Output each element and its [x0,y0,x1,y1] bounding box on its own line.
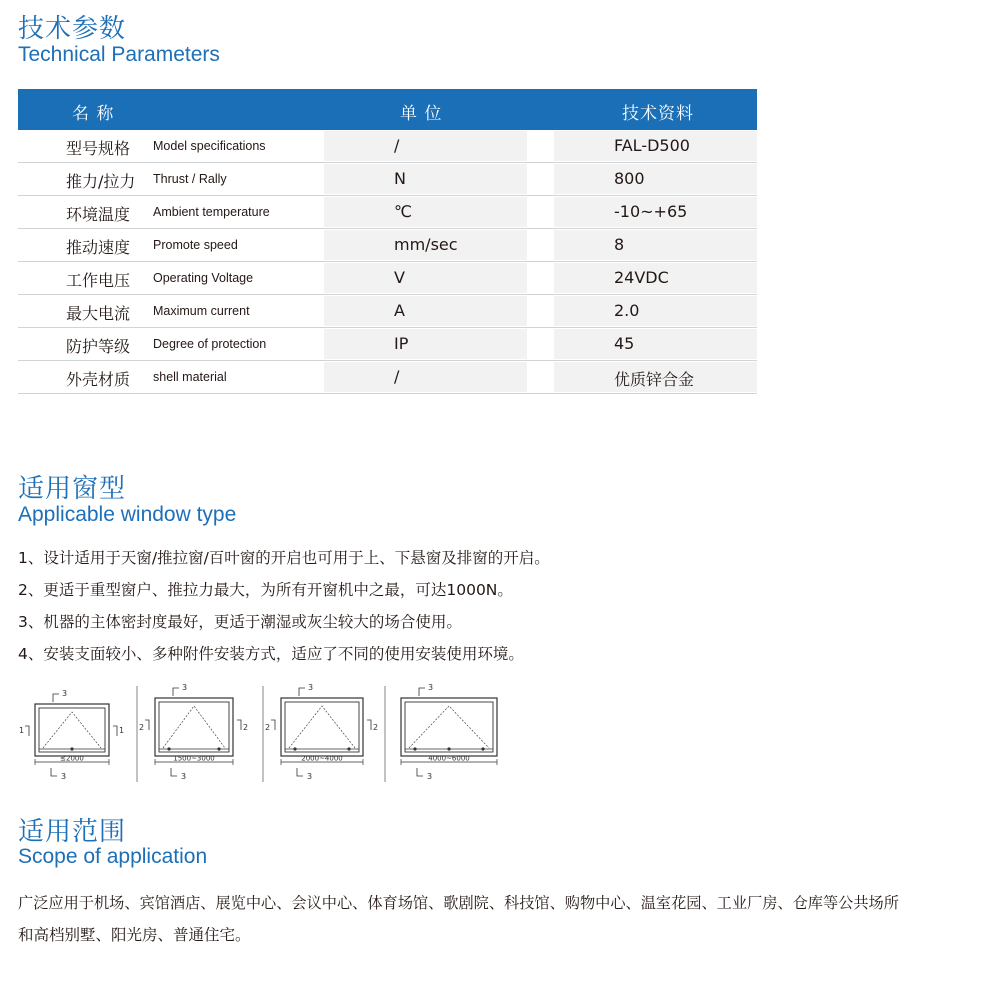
diagram-bottom-label: 3 [181,772,187,781]
param-unit: ℃ [394,202,412,221]
window-feature-list [18,542,550,670]
list-item: 4、安装支面较小、多种附件安装方式，适应了不同的使用安装使用环境。 [18,645,524,663]
scope-line-1: 广泛应用于机场、宾馆酒店、展览中心、会议中心、体育场馆、歌剧院、科技馆、购物中心、温室花园、工业厂房、仓库等公共场所 [18,894,899,912]
param-unit: / [394,136,400,155]
param-name-cn: 型号规格 [66,139,131,158]
window-title-en: Applicable window type [18,503,237,526]
table-row [18,361,757,394]
table-row [18,262,757,295]
diagram-top-label: 3 [62,689,68,698]
param-name-cn: 推动速度 [66,238,131,257]
diagram-side-label: 2 [139,723,145,732]
diagram-bottom-label: 3 [307,772,313,781]
param-name-en: Degree of protection [153,337,267,351]
table-header [18,89,757,130]
table-row [18,163,757,196]
diagram-bottom-label: 3 [61,772,67,781]
param-name-cn: 外壳材质 [66,370,131,389]
diagram-side-label: 2 [265,723,271,732]
window-diagram [19,689,124,781]
list-item: 1、设计适用于天窗/推拉窗/百叶窗的开启也可用于上、下悬窗及排窗的开启。 [18,549,550,567]
list-item: 3、机器的主体密封度最好，更适于潮湿或灰尘较大的场合使用。 [18,613,462,631]
table-row [18,295,757,328]
window-diagrams [15,682,515,792]
param-name-cn: 最大电流 [66,304,131,323]
diagram-top-label: 3 [182,683,188,692]
header-data: 技术资料 [622,104,694,124]
param-name-cn: 工作电压 [66,271,131,290]
param-unit: V [394,268,405,287]
diagram-side-label: 1 [19,726,25,735]
param-name-cn: 防护等级 [66,337,131,356]
window-diagram [263,683,378,782]
param-name-en: Model specifications [153,139,266,153]
param-value: 24VDC [614,268,669,287]
param-unit: mm/sec [394,235,458,254]
param-value: 优质锌合金 [614,370,695,389]
param-unit: N [394,169,406,188]
window-title-cn: 适用窗型 [18,474,127,504]
window-diagram [385,683,497,782]
param-value: 800 [614,169,645,188]
param-name-en: shell material [153,370,227,384]
diagram-top-label: 3 [428,683,434,692]
window-diagram-svg [15,682,515,792]
table-row [18,130,757,163]
param-name-en: Ambient temperature [153,205,270,219]
diagram-range-label: 4000~6000 [428,754,470,763]
header-unit: 单 位 [400,104,443,124]
diagram-range-label: ≤2000 [60,754,84,763]
diagram-side-label: 1 [119,726,125,735]
param-value: -10~+65 [614,202,688,221]
scope-text [18,887,993,951]
table-row [18,196,757,229]
param-unit: / [394,367,400,386]
diagram-side-label: 2 [373,723,379,732]
param-value: FAL-D500 [614,136,690,155]
parameters-table [18,89,757,394]
param-unit: A [394,301,405,320]
tech-title-cn: 技术参数 [18,14,127,44]
diagram-bottom-label: 3 [427,772,433,781]
table-row [18,229,757,262]
scope-title-cn: 适用范围 [18,817,127,847]
param-name-en: Thrust / Rally [153,172,227,186]
param-name-en: Operating Voltage [153,271,254,285]
diagram-range-label: 1500~3000 [173,754,215,763]
param-name-cn: 推力/拉力 [66,172,136,191]
window-diagram [137,683,248,782]
param-name-en: Maximum current [153,304,250,318]
table-row [18,328,757,361]
param-value: 45 [614,334,635,353]
diagram-range-label: 2000~4000 [301,754,343,763]
param-value: 2.0 [614,301,640,320]
list-item: 2、更适于重型窗户、推拉力最大，为所有开窗机中之最，可达1000N。 [18,581,513,599]
scope-title-en: Scope of application [18,845,208,868]
header-name: 名 称 [72,104,115,124]
param-name-en: Promote speed [153,238,238,252]
diagram-side-label: 2 [243,723,249,732]
diagram-top-label: 3 [308,683,314,692]
param-value: 8 [614,235,625,254]
param-name-cn: 环境温度 [66,205,131,224]
tech-title-en: Technical Parameters [18,43,220,66]
scope-line-2: 和高档别墅、阳光房、普通住宅。 [18,926,251,944]
param-unit: IP [394,334,409,353]
